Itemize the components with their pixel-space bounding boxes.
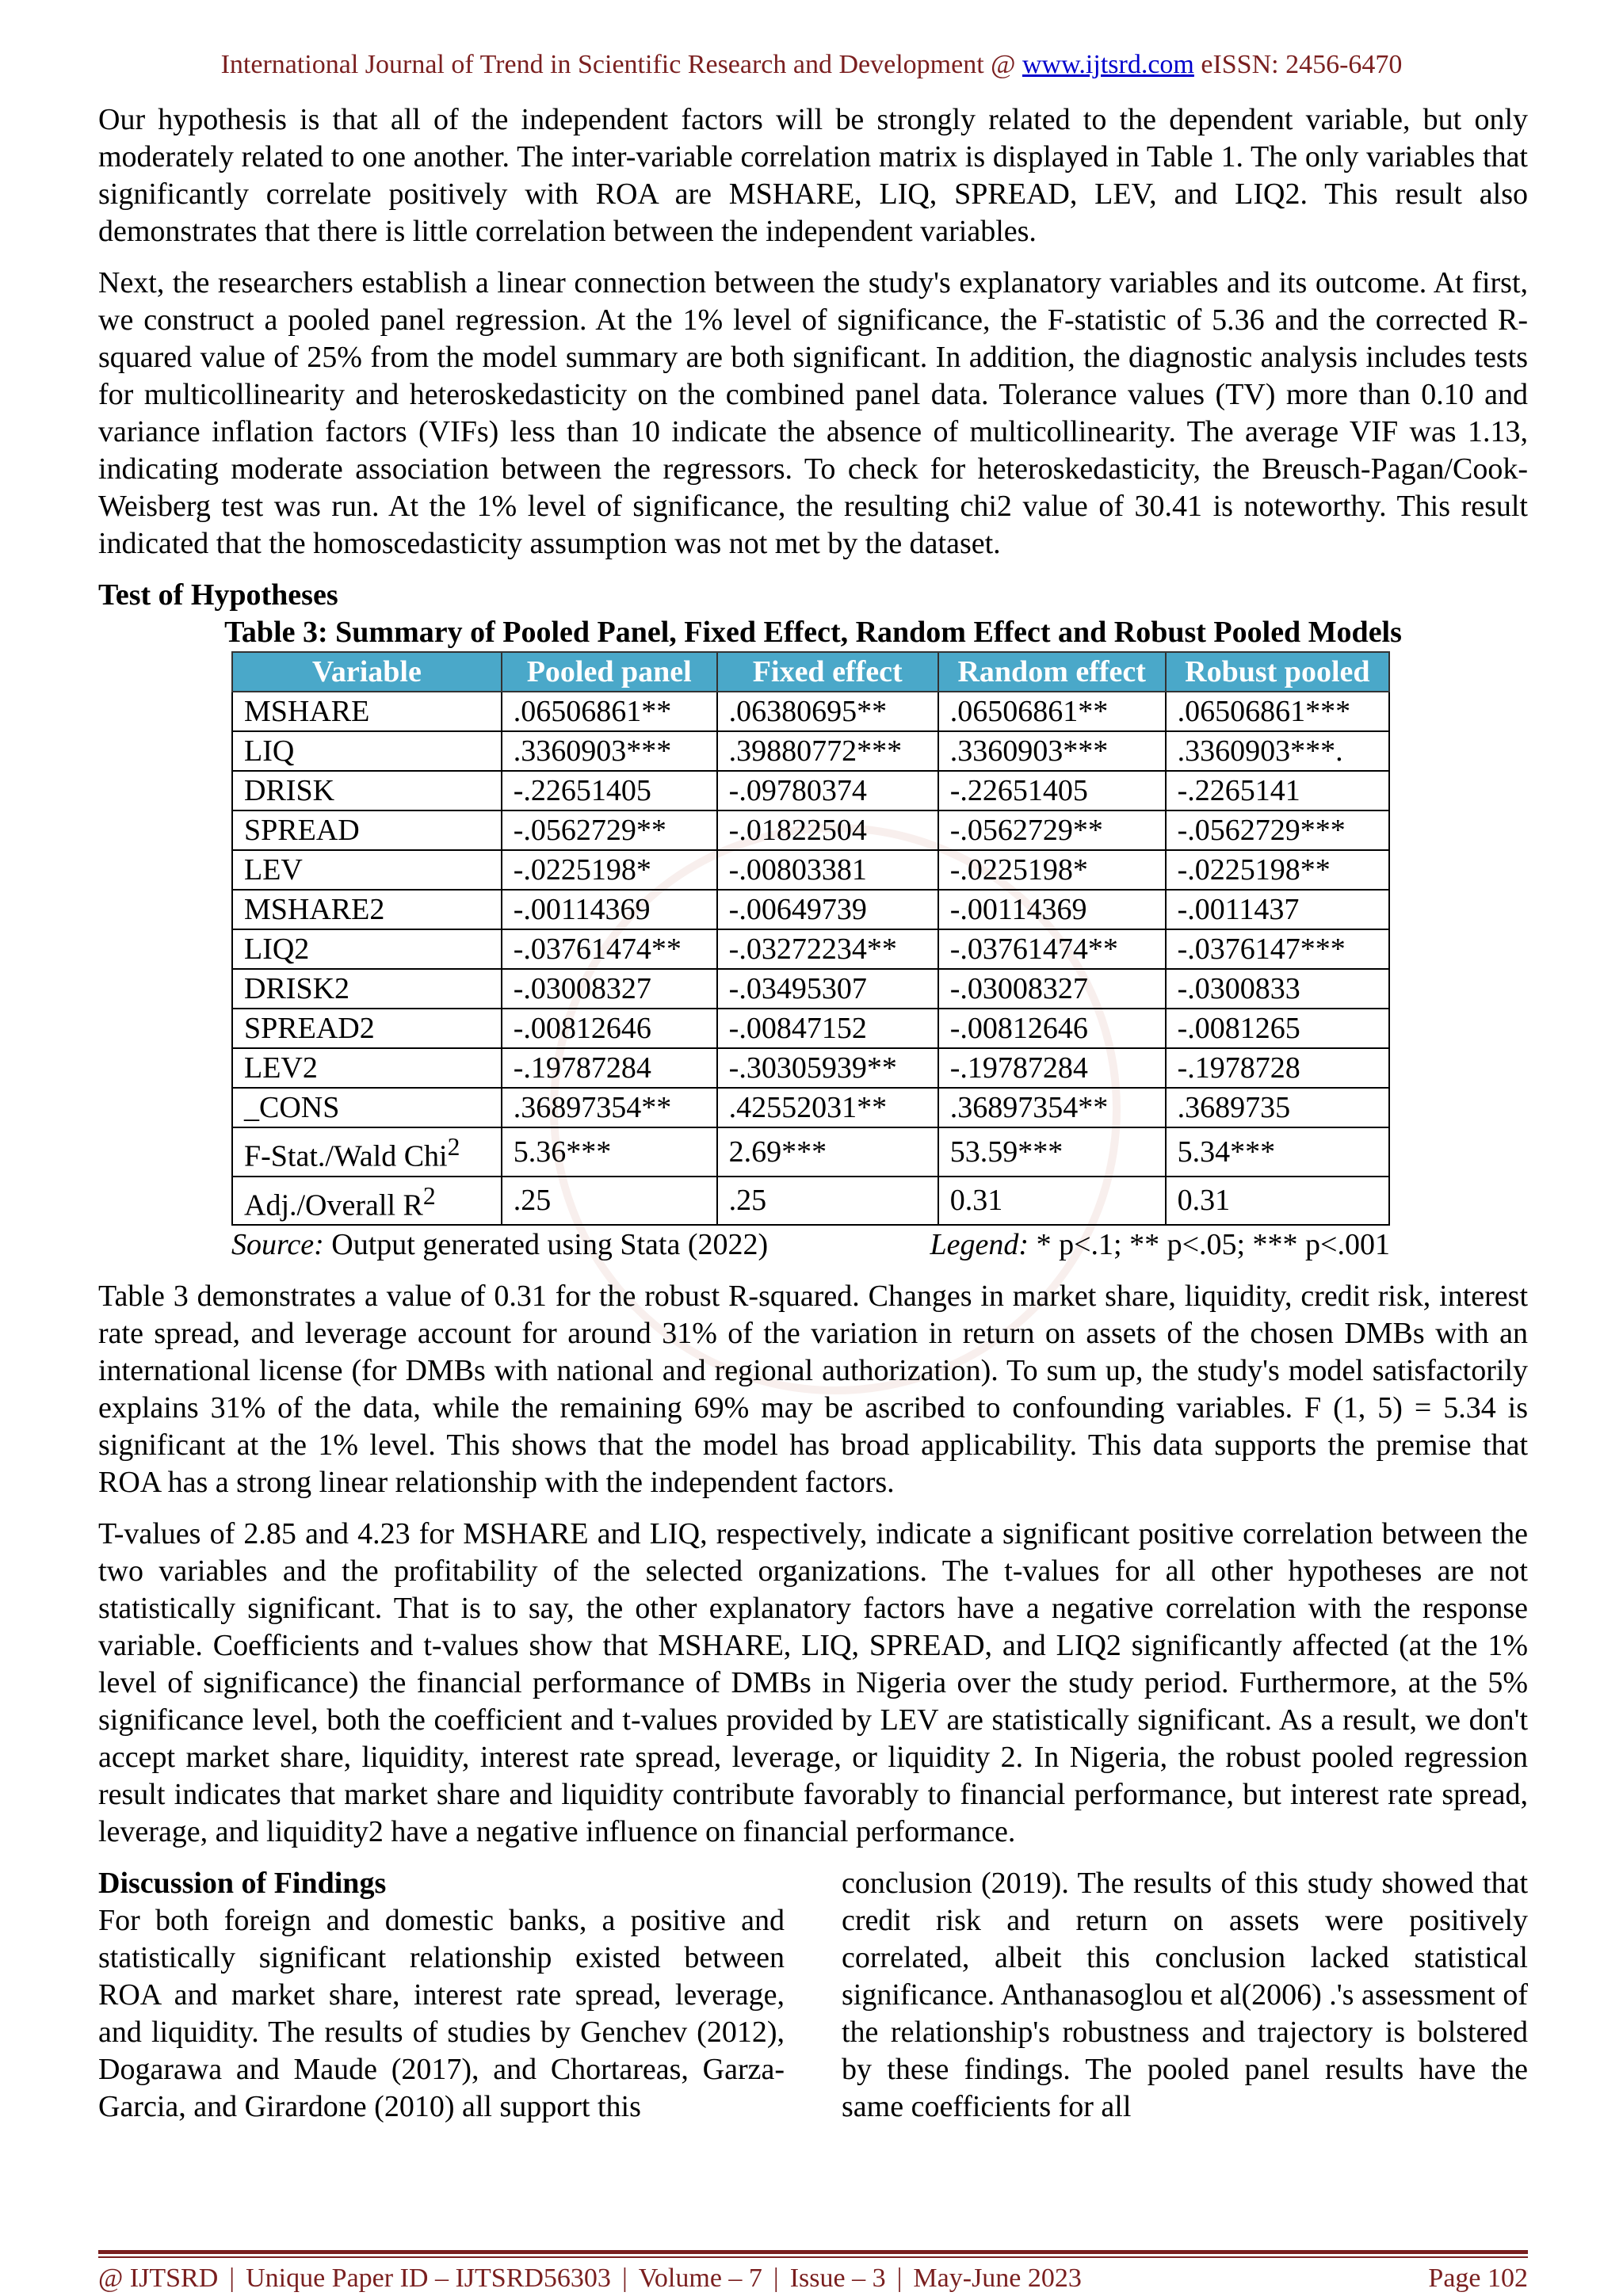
- left-column: [98, 1865, 785, 2126]
- table-cell: -.03008327: [502, 969, 717, 1009]
- page-footer: [98, 2263, 1528, 2294]
- adjr-label: Adj./Overall R: [244, 1188, 423, 1222]
- col-header-robust: Robust pooled: [1166, 652, 1389, 692]
- table-cell: -.00649739: [717, 890, 938, 929]
- col-header-random: Random effect: [938, 652, 1166, 692]
- table-cell: .25: [502, 1177, 717, 1226]
- footer-date: May-June 2023: [913, 2264, 1082, 2293]
- table-cell: .25: [717, 1177, 938, 1226]
- table-cell: .3689735: [1166, 1088, 1389, 1127]
- footer-volume: Volume – 7: [638, 2264, 762, 2293]
- table-cell: -.00812646: [938, 1009, 1166, 1048]
- fstat-label: F-Stat./Wald Chi: [244, 1139, 448, 1173]
- two-column-section: [98, 1865, 1528, 2126]
- col-header-pooled: Pooled panel: [502, 652, 717, 692]
- paragraph-discussion-left: For both foreign and domestic banks, a positive and statistically significant relationship existed between ROA and market share, interest rate spread, leverage, and liquidity. The results of studies by Genchev (2012), Dogarawa and Maude (2017), and Chortareas, Garza-Garcia, and Girardone (2010) all support this: [98, 1904, 785, 2124]
- journal-url-link[interactable]: www.ijtsrd.com: [1022, 50, 1194, 79]
- table-cell: SPREAD: [232, 810, 502, 850]
- table-cell: LIQ2: [232, 929, 502, 969]
- table-row: [232, 731, 1389, 771]
- table-cell: -.19787284: [938, 1048, 1166, 1088]
- table-cell: -.19787284: [502, 1048, 717, 1088]
- table-cell: -.03495307: [717, 969, 938, 1009]
- table-cell: -.0081265: [1166, 1009, 1389, 1048]
- table-cell: .42552031**: [717, 1088, 938, 1127]
- footer-issue: Issue – 3: [789, 2264, 886, 2293]
- table-row: [232, 1009, 1389, 1048]
- table-cell: -.22651405: [502, 771, 717, 810]
- table-cell: -.09780374: [717, 771, 938, 810]
- table-cell: .39880772***: [717, 731, 938, 771]
- paragraph-robust-r-squared: Table 3 demonstrates a value of 0.31 for the robust R-squared. Changes in market share, liquidity, credit risk, interest rate spread, and leverage account for around 31% of the variation in return on assets of the chosen DMBs with an international license (for DMBs with national and regional authorization). To sum up, the study's model satisfactorily explains 31% of the data, while the remaining 69% may be ascribed to confounding variables. F (1, 5) = 5.34 is significant at the 1% level. This shows that the model has broad applicability. This data supports the premise that ROA has a strong linear relationship with the independent factors.: [98, 1280, 1528, 1500]
- table-cell: .06506861**: [502, 692, 717, 731]
- footer-rule-thin: [98, 2256, 1528, 2258]
- table-cell: .36897354**: [938, 1088, 1166, 1127]
- table-cell: .36897354**: [502, 1088, 717, 1127]
- table-cell: -.03761474**: [502, 929, 717, 969]
- table-cell: _CONS: [232, 1088, 502, 1127]
- table-row: [232, 929, 1389, 969]
- table-cell: 2.69***: [717, 1127, 938, 1177]
- paragraph-regression: Next, the researchers establish a linear connection between the study's explanatory variables and its outcome. At first, we construct a pooled panel regression. At the 1% level of significance, the F-statistic of 5.36 and the corrected R-squared value of 25% from the model summary are both significant. In addition, the diagnostic analysis includes tests for multicollinearity and heteroskedasticity on the combined panel data. Tolerance values (TV) more than 0.10 and variance inflation factors (VIFs) less than 10 indicate the absence of multicollinearity. The average VIF was 1.13, indicating moderate association between the regressors. To check for heteroskedasticity, the Breusch-Pagan/Cook-Weisberg test was run. At the 1% level of significance, the resulting chi2 value of 30.41 is noteworthy. This result indicated that the homoscedasticity assumption was not met by the dataset.: [98, 266, 1528, 560]
- table-cell: -.00114369: [502, 890, 717, 929]
- table-cell: -.22651405: [938, 771, 1166, 810]
- table-cell: .06506861***: [1166, 692, 1389, 731]
- regression-summary-table: [231, 651, 1390, 1226]
- table-cell: DRISK2: [232, 969, 502, 1009]
- table-row: [232, 692, 1389, 731]
- footer-rule: [98, 2250, 1528, 2254]
- table-row: [232, 1048, 1389, 1088]
- table-cell: -.0225198*: [502, 850, 717, 890]
- footer-paper-id: Unique Paper ID – IJTSRD56303: [246, 2264, 611, 2293]
- table-cell: -.0562729**: [502, 810, 717, 850]
- page-body: [98, 101, 1528, 2126]
- footer-page-number: Page 102: [1428, 2264, 1528, 2293]
- table-cell: -.01822504: [717, 810, 938, 850]
- table-row: [232, 1088, 1389, 1127]
- table-row: [232, 771, 1389, 810]
- table-cell: -.0562729***: [1166, 810, 1389, 850]
- table-row-adjr2: [232, 1177, 1389, 1226]
- col-header-fixed: Fixed effect: [717, 652, 938, 692]
- table-row: [232, 850, 1389, 890]
- table-cell: 53.59***: [938, 1127, 1166, 1177]
- table-cell: -.03008327: [938, 969, 1166, 1009]
- footer-journal: @ IJTSRD: [98, 2264, 219, 2293]
- table-cell: -.0011437: [1166, 890, 1389, 929]
- table-cell: .3360903***.: [1166, 731, 1389, 771]
- source-label: Source:: [231, 1228, 324, 1262]
- table-legend: [930, 1226, 1390, 1264]
- running-header: [0, 49, 1623, 81]
- heading-test-of-hypotheses: Test of Hypotheses: [98, 578, 338, 612]
- table-cell: -.0300833: [1166, 969, 1389, 1009]
- table-cell: LEV: [232, 850, 502, 890]
- heading-discussion-of-findings: Discussion of Findings: [98, 1867, 387, 1901]
- table-row: [232, 810, 1389, 850]
- table-cell: MSHARE: [232, 692, 502, 731]
- table-cell: -.03761474**: [938, 929, 1166, 969]
- table-cell: SPREAD2: [232, 1009, 502, 1048]
- table-cell: LEV2: [232, 1048, 502, 1088]
- paragraph-t-values: T-values of 2.85 and 4.23 for MSHARE and LIQ, respectively, indicate a significant positive correlation between the two variables and the profitability of the selected organizations. The t-values for all other hypotheses are not statistically significant. That is to say, the other explanatory factors have a negative correlation with the response variable. Coefficients and t-values show that MSHARE, LIQ, SPREAD, and LIQ2 significantly affected (at the 1% level of significance) the financial performance of DMBs in Nigeria over the study period. Furthermore, at the 5% significance level, both the coefficient and t-values provided by LEV are statistically significant. As a result, we don't accept market share, liquidity, interest rate spread, leverage, or liquidity 2. In Nigeria, the robust pooled regression result indicates that market share and liquidity contribute favorably to financial performance, but interest rate spread, leverage, and liquidity2 have a negative influence on financial performance.: [98, 1517, 1528, 1849]
- table-cell: -.00114369: [938, 890, 1166, 929]
- adjr-superscript: 2: [422, 1181, 436, 1210]
- table-row: [232, 969, 1389, 1009]
- table-cell: 5.34***: [1166, 1127, 1389, 1177]
- table-cell: MSHARE2: [232, 890, 502, 929]
- table-cell: -.00812646: [502, 1009, 717, 1048]
- table-cell: -.0376147***: [1166, 929, 1389, 969]
- paragraph-hypothesis: Our hypothesis is that all of the independent factors will be strongly related to the dependent variable, but only moderately related to one another. The inter-variable correlation matrix is displayed in Table 1. The only variables that significantly correlate positively with ROA are MSHARE, LIQ, SPREAD, LEV, and LIQ2. This result also demonstrates that there is little correlation between the independent variables.: [98, 103, 1528, 248]
- table-cell: 0.31: [938, 1177, 1166, 1226]
- right-column: [842, 1865, 1528, 2126]
- table-cell: -.03272234**: [717, 929, 938, 969]
- table-cell: .3360903***: [502, 731, 717, 771]
- footer-info: @ IJTSRD | Unique Paper ID – IJTSRD56303 | Volume – 7 | Issue – 3 | May-June 2023: [98, 2264, 1082, 2293]
- table-cell: -.30305939**: [717, 1048, 938, 1088]
- fstat-superscript: 2: [447, 1133, 460, 1161]
- table-cell: .06506861**: [938, 692, 1166, 731]
- table-title: Table 3: Summary of Pooled Panel, Fixed Effect, Random Effect and Robust Pooled Models: [224, 616, 1402, 649]
- table-source-line: [231, 1226, 1390, 1264]
- header-prefix: International Journal of Trend in Scientific Research and Development @: [220, 50, 1022, 79]
- table-cell: LIQ: [232, 731, 502, 771]
- table-cell: -.0562729**: [938, 810, 1166, 850]
- paragraph-discussion-right: conclusion (2019). The results of this study showed that credit risk and return on assets were positively correlated, albeit this conclusion lacked statistical significance. Anthanasoglou et al(2006) .'s assessment of the relationship's robustness and trajectory is bolstered by these findings. The pooled panel results have the same coefficients for all: [842, 1867, 1528, 2124]
- table-cell: DRISK: [232, 771, 502, 810]
- col-header-variable: Variable: [232, 652, 502, 692]
- legend-label: Legend:: [930, 1228, 1029, 1262]
- table-cell: -.1978728: [1166, 1048, 1389, 1088]
- table-cell: -.0225198*: [938, 850, 1166, 890]
- table-cell: -.00803381: [717, 850, 938, 890]
- table-cell: 0.31: [1166, 1177, 1389, 1226]
- table-cell: -.00847152: [717, 1009, 938, 1048]
- header-suffix: eISSN: 2456-6470: [1193, 50, 1403, 79]
- table-cell: 5.36***: [502, 1127, 717, 1177]
- table-cell: [232, 1127, 502, 1177]
- source-text: Output generated using Stata (2022): [323, 1228, 769, 1262]
- table-cell: [232, 1177, 502, 1226]
- table-row-fstat: [232, 1127, 1389, 1177]
- table-header-row: [232, 652, 1389, 692]
- table-source: [231, 1226, 768, 1264]
- table-cell: -.0225198**: [1166, 850, 1389, 890]
- table-cell: .06380695**: [717, 692, 938, 731]
- legend-text: * p<.1; ** p<.05; *** p<.001: [1029, 1228, 1390, 1262]
- table-cell: -.2265141: [1166, 771, 1389, 810]
- table-row: [232, 890, 1389, 929]
- table-cell: .3360903***: [938, 731, 1166, 771]
